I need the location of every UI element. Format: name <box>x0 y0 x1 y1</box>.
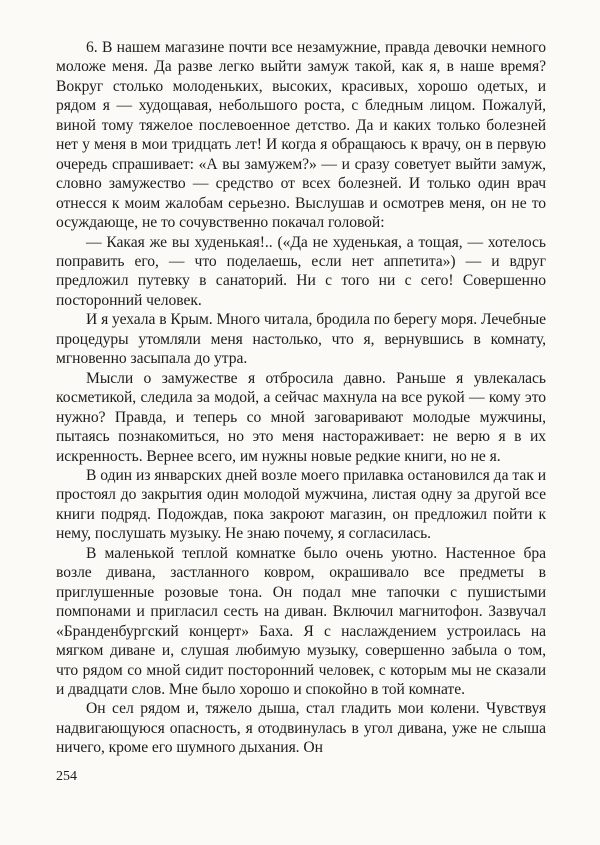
paragraph-7: Он сел рядом и, тяжело дыша, стал гладить мои колени. Чувствуя надвигающуюся опасность, я отодвинулась в угол дивана, уже не слыша ничего, кроме его шумного дыхания. Он <box>56 700 546 757</box>
paragraph-2: — Какая же вы худенькая!.. («Да не худенькая, а тощая, — хотелось поправить его, — что поделаешь, если нет аппетита») — и вдруг предложил путевку в санаторий. Ни с того ни с сего! Совершенно посторонний человек. <box>56 233 546 309</box>
book-page-text <box>56 38 546 758</box>
paragraph-1: 6. В нашем магазине почти все незамужние, правда девочки немного моложе меня. Да разве легко выйти замуж такой, как я, в наше время? Вокруг столько молоденьких, высоких, красивых, хорошо одетых, и рядом я — худощавая, небольшого роста, с бледным лицом. Пожалуй, виной тому тяжелое послевоенное детство. Да и каких только болезней нет у меня в мои тридцать лет! И когда я обращаюсь к врачу, он в первую очередь спрашивает: «А вы замужем?» — и сразу советует выйти замуж, словно замужество — средство от всех болезней. И только один врач отнесся к моим жалобам серьезно. Выслушав и осмотрев меня, он не то осуждающе, не то сочувственно покачал головой: <box>56 39 546 232</box>
page-number: 254 <box>56 769 77 784</box>
paragraph-3: И я уехала в Крым. Много читала, бродила по берегу моря. Лечебные процедуры утомляли меня настолько, что я, вернувшись в комнату, мгновенно засыпала до утра. <box>56 311 546 368</box>
paragraph-6: В маленькой теплой комнатке было очень уютно. Настенное бра возле дивана, застланного ковром, окрашивало все предметы в приглушенные розовые тона. Он подал мне тапочки с пушистыми помпонами и пригласил сесть на диван. Включил магнитофон. Зазвучал «Бранденбургский концерт» Баха. Я с наслаждением устроилась на мягком диване и, слушая любимую музыку, совершенно забыла о том, что рядом со мной сидит посторонний человек, с которым мы не сказали и двадцати слов. Мне было хорошо и спокойно в той комнате. <box>56 544 546 698</box>
paragraph-5: В один из январских дней возле моего прилавка остановился да так и простоял до закрытия один молодой мужчина, листая одну за другой все книги подряд. Подождав, пока закроют магазин, он предложил пойти к нему, послушать музыку. Не знаю почему, я согласилась. <box>56 466 546 543</box>
paragraph-4: Мысли о замужестве я отбросила давно. Раньше я увлекалась косметикой, следила за модой, а сейчас махнула на все рукой — кому это нужно? Правда, и теперь со мной заговаривают молодые мужчины, пытаясь познакомиться, но это меня настораживает: не верю я в их искренность. Вернее всего, им нужны новые редкие книги, но не я. <box>56 369 546 465</box>
